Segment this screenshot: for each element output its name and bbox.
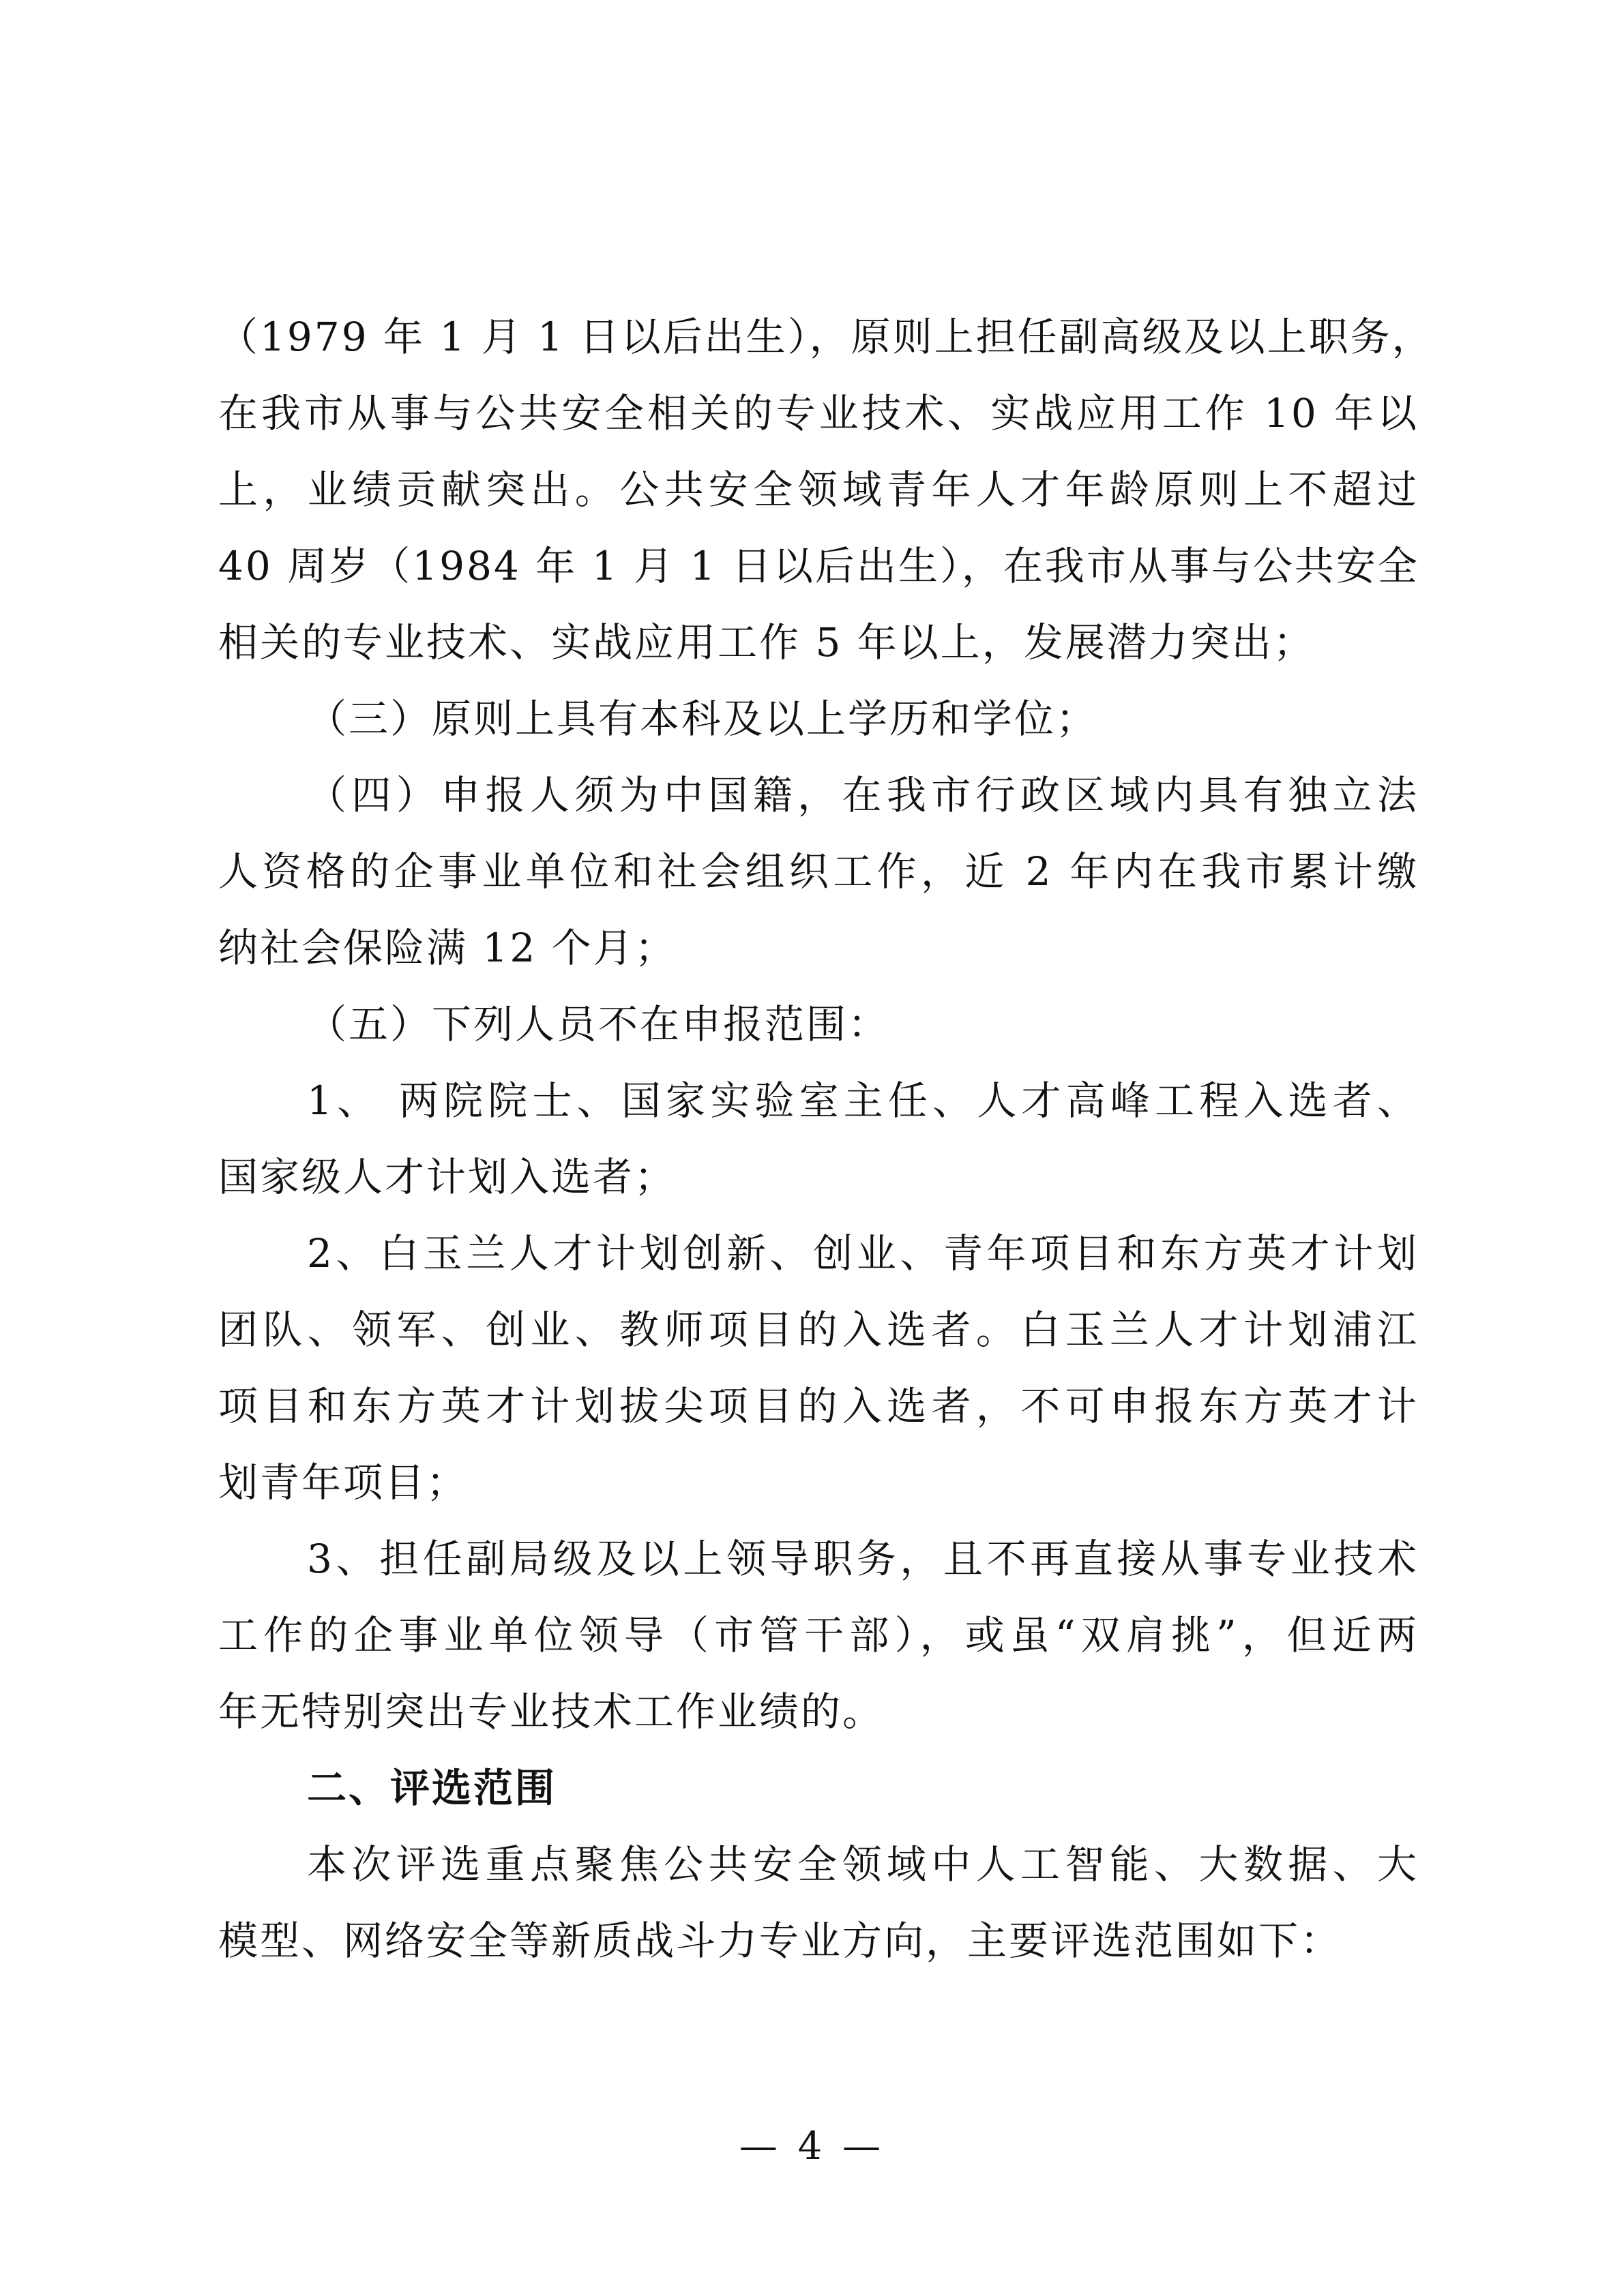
text-line: 相关的专业技术、实战应用工作 5 年以上，发展潜力突出； [218,619,1315,666]
text-line: 工作的企事业单位领导（市管干部），或虽“双肩挑”，但近两 [218,1612,1419,1658]
section-paragraph: 本次评选重点聚焦公共安全领域中人工智能、大数据、大 [307,1841,1419,1888]
text-line: 团队、领军、创业、教师项目的入选者。白玉兰人才计划浦江 [218,1307,1419,1353]
list-item-3: 3、担任副局级及以上领导职务，且不再直接从事专业技术 [307,1536,1419,1582]
text-line: 划青年项目； [218,1459,469,1506]
paragraph-item-three: （三）原则上具有本科及以上学历和学位； [307,696,1098,742]
text-line: 人资格的企事业单位和社会组织工作，近 2 年内在我市累计缴 [218,848,1419,895]
text-line: 国家级人才计划入选者； [218,1154,677,1200]
text-line: 模型、网络安全等新质战斗力专业方向，主要评选范围如下： [218,1918,1342,1964]
text-line: 纳社会保险满 12 个月； [218,925,677,971]
list-item-1: 1、 两院院士、国家实验室主任、人才高峰工程入选者、 [307,1077,1419,1124]
text-line: 项目和东方英才计划拔尖项目的入选者，不可申报东方英才计 [218,1383,1419,1429]
text-line: （1979 年 1 月 1 日以后出生），原则上担任副高级及以上职务， [218,314,1434,360]
page-number: — 4 — [739,2124,885,2168]
text-line: 在我市从事与公共安全相关的专业技术、实战应用工作 10 年以 [218,390,1419,436]
document-body [218,299,1434,1979]
text-line: 年无特别突出专业技术工作业绩的。 [218,1688,885,1735]
text-line: 上，业绩贡献突出。公共安全领域青年人才年龄原则上不超过 [218,466,1419,513]
paragraph-item-five: （五）下列人员不在申报范围： [307,1001,890,1047]
section-heading: 二、评选范围 [307,1765,557,1811]
paragraph-item-four: （四）申报人须为中国籍，在我市行政区域内具有独立法 [307,772,1419,818]
list-item-2: 2、白玉兰人才计划创新、创业、青年项目和东方英才计划 [307,1230,1419,1277]
text-line: 40 周岁（1984 年 1 月 1 日以后出生），在我市从事与公共安全 [218,543,1419,589]
